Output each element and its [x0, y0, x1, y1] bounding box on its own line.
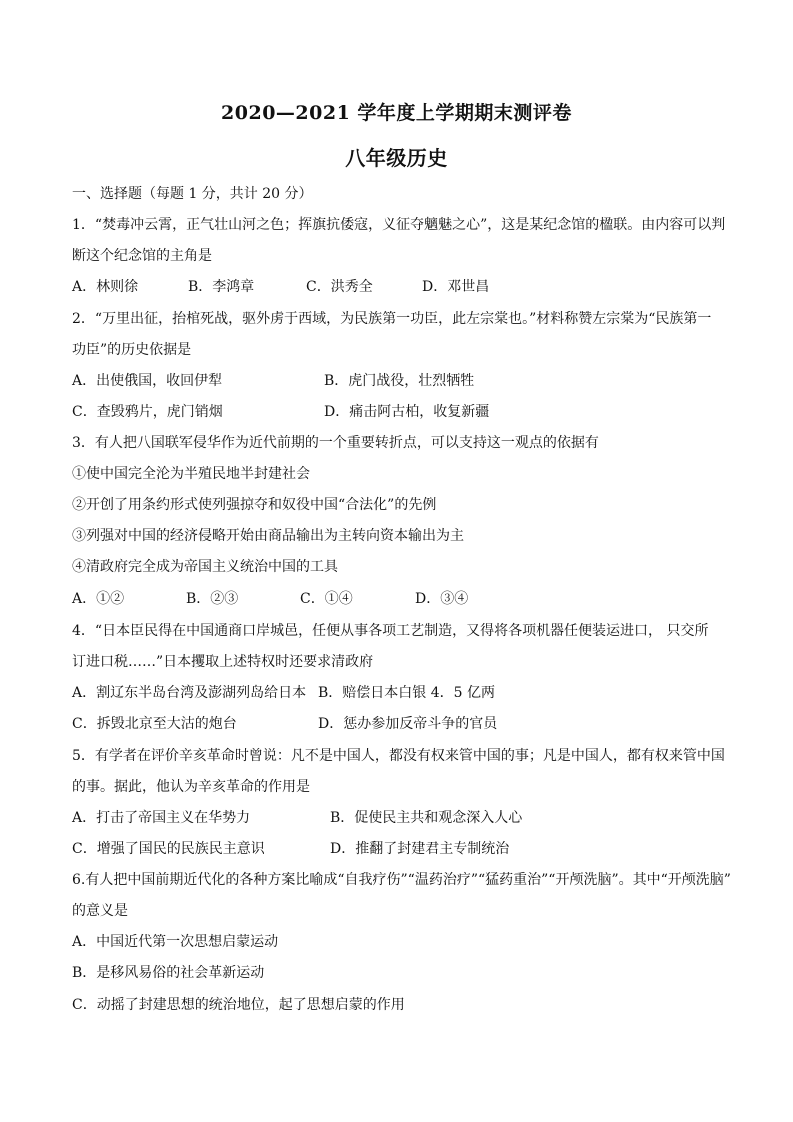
question-6-option-c: C．动摇了封建思想的统治地位，起了思想启蒙的作用 [72, 997, 405, 1013]
question-1-option-b: B．李鸿章 [188, 279, 255, 295]
question-4-option-c: C．拆毁北京至大沽的炮台 [72, 716, 237, 732]
question-2-stem-line-1: 2．“万里出征，抬棺死战，驱外虏于西域，为民族第一功臣，此左宗棠也。”材料称赞左宗棠为“民族第一 [72, 311, 712, 327]
question-5-option-c: C．增强了国民的民族民主意识 [72, 841, 265, 857]
question-2-option-c: C．查毁鸦片，虎门销烟 [72, 404, 223, 420]
question-6-stem-line-1: 6.有人把中国前期近代化的各种方案比喻成“自我疗伤”“温药治疗”“猛药重治”“开颅洗脑”。其中“开颅洗脑” [72, 872, 731, 888]
question-1-option-c: C．洪秀全 [306, 279, 373, 295]
exam-title: 2020—2021 学年度上学期期末测评卷 [221, 102, 572, 124]
section-heading: 一、选择题（每题 1 分，共计 20 分） [72, 186, 313, 202]
question-4-option-a: A．割辽东半岛台湾及澎湖列岛给日本 [72, 685, 307, 701]
question-2-option-b: B．虎门战役，壮烈牺牲 [324, 373, 475, 389]
question-5-option-b: B．促使民主共和观念深入人心 [330, 810, 523, 826]
question-4-stem-line-1: 4．“日本臣民得在中国通商口岸城邑，任便从事各项工艺制造，又得将各项机器任便装运进口， 只交所 [72, 623, 709, 639]
question-5-stem-line-1: 5．有学者在评价辛亥革命时曾说：凡不是中国人，都没有权来管中国的事；凡是中国人，都有权来管中国 [72, 748, 725, 764]
question-3-statement-1: ①使中国完全沦为半殖民地半封建社会 [72, 466, 310, 482]
question-3-statement-3: ③列强对中国的经济侵略开始由商品输出为主转向资本输出为主 [72, 528, 464, 544]
question-2-option-d: D．痛击阿古柏，收复新疆 [324, 404, 490, 420]
question-3-statement-4: ④清政府完全成为帝国主义统治中国的工具 [72, 559, 338, 575]
question-3-statement-2: ②开创了用条约形式使列强掠夺和奴役中国“合法化”的先例 [72, 497, 437, 513]
question-3-option-b: B．②③ [186, 591, 239, 607]
exam-subtitle: 八年级历史 [345, 146, 448, 170]
question-3-option-d: D．③④ [415, 591, 469, 607]
question-4-stem-line-2: 订进口税……”日本攫取上述特权时还要求清政府 [72, 654, 374, 670]
question-5-option-d: D．推翻了封建君主专制统治 [330, 841, 510, 857]
question-6-option-b: B．是移风易俗的社会革新运动 [72, 965, 265, 981]
question-1-option-a: A．林则徐 [72, 279, 139, 295]
question-1-stem-line-1: 1．“焚毒冲云霄，正气壮山河之色；挥旗抗倭寇，义征夺魑魅之心”，这是某纪念馆的楹联。由内容可以判 [72, 217, 726, 233]
question-5-option-a: A．打击了帝国主义在华势力 [72, 810, 251, 826]
question-3-option-c: C．①④ [300, 591, 353, 607]
question-4-option-d: D．惩办参加反帝斗争的官员 [318, 716, 498, 732]
question-3-stem-line-1: 3．有人把八国联军侵华作为近代前期的一个重要转折点，可以支持这一观点的依据有 [72, 435, 599, 451]
question-6-option-a: A．中国近代第一次思想启蒙运动 [72, 934, 279, 950]
question-5-stem-line-2: 的事。据此，他认为辛亥革命的作用是 [72, 779, 310, 795]
question-6-stem-line-2: 的意义是 [72, 903, 128, 919]
question-2-option-a: A．出使俄国，收回伊犁 [72, 373, 223, 389]
question-2-stem-line-2: 功臣”的历史依据是 [72, 342, 192, 358]
question-1-stem-line-2: 断这个纪念馆的主角是 [72, 248, 212, 264]
question-1-option-d: D．邓世昌 [422, 279, 490, 295]
question-4-option-b: B．赔偿日本白银 4．5 亿两 [318, 685, 496, 701]
question-3-option-a: A．①② [72, 591, 125, 607]
